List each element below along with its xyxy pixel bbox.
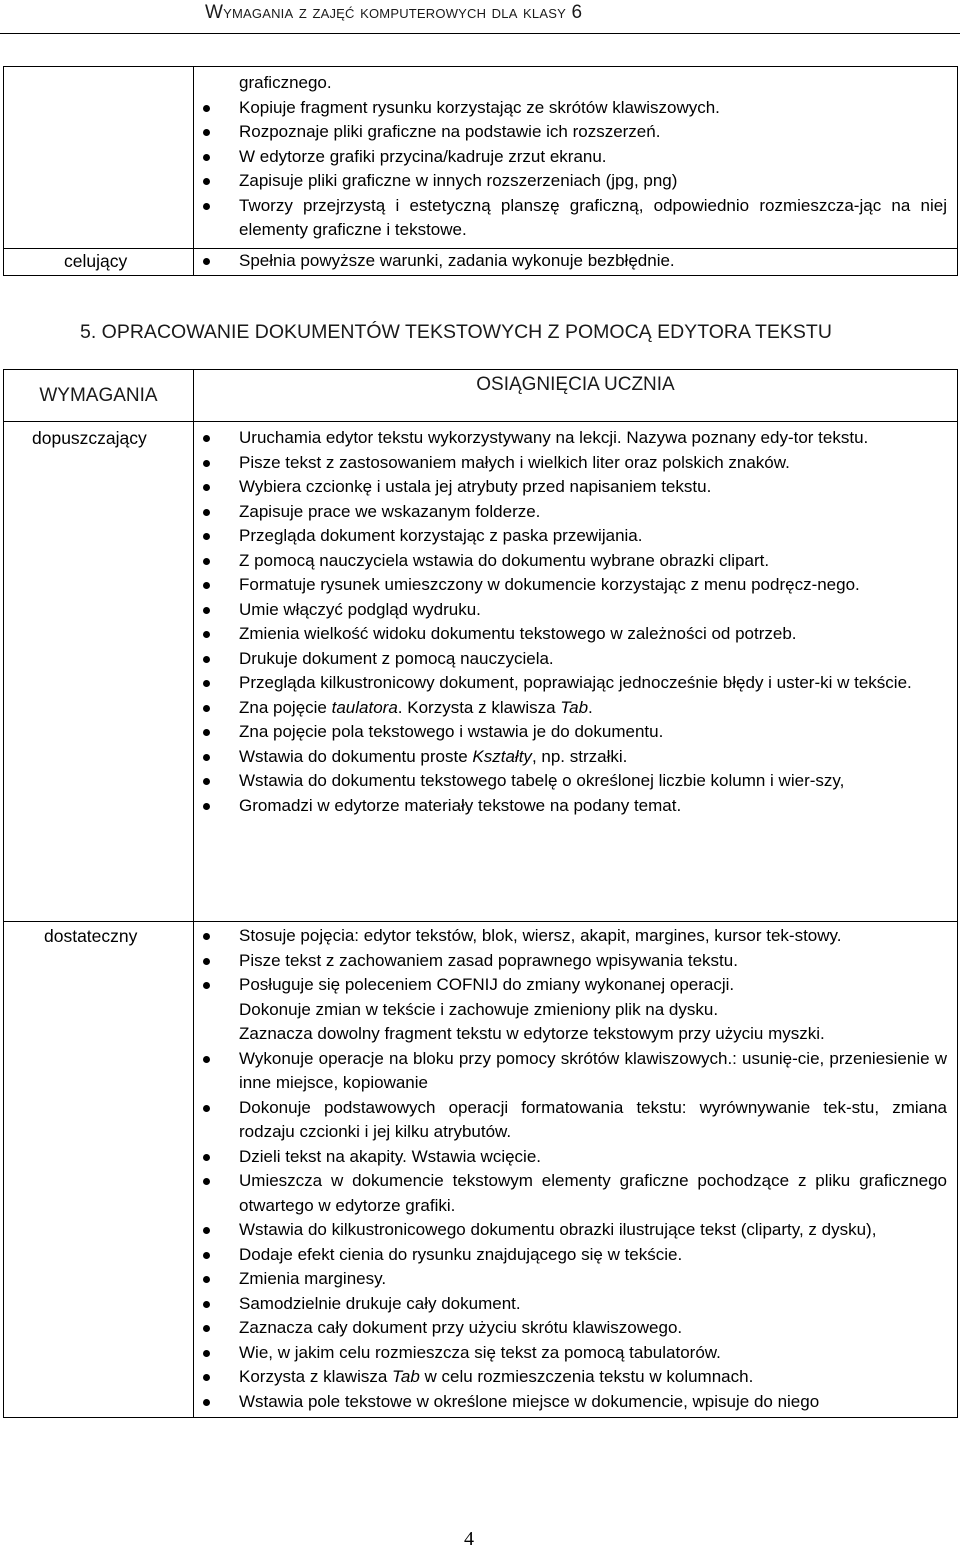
list-item-text: Umieszcza w dokumencie tekstowym elementy graficzne pochodzące z pliku graficznego otwartego w edytorze grafiki. (239, 1171, 947, 1215)
list-item-text: Samodzielnie drukuje cały dokument. (239, 1293, 521, 1313)
list-item (194, 1022, 957, 1047)
list-item (194, 249, 957, 274)
list-item (194, 794, 957, 819)
list-item (194, 924, 957, 949)
list-item-text: Wstawia do dokumentu tekstowego tabelę o określonej liczbie kolumn i wier-szy, (239, 771, 845, 790)
list-item (194, 671, 957, 696)
list-item-text: Posługuje się poleceniem COFNIJ do zmiany wykonanej operacji. (239, 975, 735, 994)
list-item (194, 71, 957, 96)
list-item (194, 973, 957, 998)
list-item-text: Przegląda kilkustronicowy dokument, poprawiając jednocześnie błędy i uster-ki w tekście. (239, 673, 912, 692)
list-item-text: Dokonuje podstawowych operacji formatowania tekstu: wyrównywanie tek-stu, zmiana rodzaju czcionki i jej kilku atrybutów. (239, 1097, 947, 1141)
list-item-text: Z pomocą nauczyciela wstawia do dokumentu wybrane obrazki clipart. (239, 550, 770, 570)
list-item (194, 500, 957, 525)
list-item-text: Zmienia marginesy. (239, 1269, 387, 1288)
list-item-text: Zapisuje prace we wskazanym folderze. (239, 501, 541, 521)
list-item: Korzysta z klawisza Tab w celu rozmieszczenia tekstu w kolumnach. (194, 1365, 957, 1390)
list-item-text: Formatuje rysunek umieszczony w dokumencie korzystając z menu podręcz-nego. (239, 575, 860, 594)
list-item-text: Zapisuje pliki graficzne w innych rozszerzeniach (jpg, png) (239, 171, 678, 190)
achievements-cell (194, 249, 958, 276)
list-item-text: Wykonuje operacje na bloku przy pomocy skrótów klawiszowych.: usunię-cie, przeniesienie w inne miejsce, kopiowanie (239, 1048, 947, 1092)
requirements-table-graphics (3, 66, 958, 276)
table-row (4, 249, 958, 276)
list-item (194, 573, 957, 598)
section-title: 5. OPRACOWANIE DOKUMENTÓW TEKSTOWYCH Z POMOCĄ EDYTORA TEKSTU (80, 321, 832, 343)
list-item (194, 169, 957, 194)
list-item-text: Dokonuje zmian w tekście i zachowuje zmieniony plik na dysku. (239, 999, 719, 1019)
list-item (194, 451, 957, 476)
column-header-label: WYMAGANIA (39, 384, 158, 406)
grade-cell (4, 67, 194, 249)
list-item-text: Wstawia do kilkustronicowego dokumentu obrazki ilustrujące tekst (cliparty, z dysku), (239, 1220, 877, 1239)
list-item-text: Wybiera czcionkę i ustala jej atrybuty przed napisaniem tekstu. (239, 477, 712, 496)
list-item (194, 524, 957, 549)
list-item-text: Zmienia wielkość widoku dokumentu tekstowego w zależności od potrzeb. (239, 624, 797, 643)
grade-label: dostateczny (44, 926, 138, 946)
list-item (194, 1169, 957, 1218)
list-item (194, 769, 957, 794)
grade-label: celujący (64, 251, 128, 271)
page-header-title: Wymagania z zajęć komputerowych dla klasy 6 (205, 2, 583, 23)
emphasis: Kształty (472, 746, 532, 766)
list-item (194, 1145, 957, 1170)
list-item (194, 998, 957, 1023)
list-item (194, 647, 957, 672)
list-item (194, 145, 957, 170)
list-item-text: Zaznacza cały dokument przy użyciu skrótu klawiszowego. (239, 1318, 683, 1337)
list-item (194, 1316, 957, 1341)
emphasis: Tab (392, 1367, 420, 1386)
achievements-cell (194, 67, 958, 249)
grade-cell (4, 422, 194, 922)
list-item (194, 949, 957, 974)
list-item-text: Dodaje efekt cienia do rysunku znajdującego się w tekście. (239, 1244, 683, 1264)
achievements-list (194, 67, 957, 243)
grade-cell (4, 922, 194, 1418)
list-item-text: Rozpoznaje pliki graficzne na podstawie ich rozszerzeń. (239, 122, 661, 141)
list-item (194, 1292, 957, 1317)
list-item-text: Pisze tekst z zastosowaniem małych i wielkich liter oraz polskich znaków. (239, 452, 790, 472)
list-item-text: Kopiuje fragment rysunku korzystając ze skrótów klawiszowych. (239, 97, 720, 117)
column-header-achievements (194, 370, 958, 422)
list-item-text: Pisze tekst z zachowaniem zasad poprawnego wpisywania tekstu. (239, 950, 738, 970)
table-header-row (4, 370, 958, 422)
achievements-cell (194, 422, 958, 922)
table-row (4, 922, 958, 1418)
table-row (4, 67, 958, 249)
page-number: 4 (464, 1528, 474, 1550)
list-item: Wstawia do dokumentu proste Kształty, np. strzałki. (194, 745, 957, 770)
list-item (194, 598, 957, 623)
list-item-text: Drukuje dokument z pomocą nauczyciela. (239, 648, 554, 668)
list-item (194, 1341, 957, 1366)
achievements-cell (194, 922, 958, 1418)
grade-cell (4, 249, 194, 276)
header-divider (0, 33, 960, 34)
list-item (194, 1267, 957, 1292)
list-item (194, 1390, 957, 1415)
table-row (4, 422, 958, 922)
grade-label: dopuszczający (32, 428, 147, 448)
list-item-text: Stosuje pojęcia: edytor tekstów, blok, wiersz, akapit, margines, kursor tek-stowy. (239, 926, 842, 945)
list-item-text: Przegląda dokument korzystając z paska przewijania. (239, 526, 643, 545)
list-item-text: W edytorze grafiki przycina/kadruje zrzut ekranu. (239, 146, 607, 166)
list-item (194, 120, 957, 145)
list-item-text: Umie włączyć podgląd wydruku. (239, 599, 481, 619)
list-item-text: Gromadzi w edytorze materiały tekstowe na podany temat. (239, 795, 682, 815)
list-item-text: Spełnia powyższe warunki, zadania wykonuje bezbłędnie. (239, 251, 675, 270)
requirements-table-text-editor (3, 369, 958, 1418)
list-item-text: Zaznacza dowolny fragment tekstu w edytorze tekstowym przy użyciu myszki. (239, 1024, 825, 1043)
emphasis: taulatora (331, 697, 398, 717)
list-item-text: Wie, w jakim celu rozmieszcza się tekst za pomocą tabulatorów. (239, 1342, 721, 1362)
list-item (194, 1096, 957, 1145)
list-item (194, 475, 957, 500)
emphasis: Tab (560, 697, 589, 717)
list-item-text: Wstawia pole tekstowe w określone miejsce w dokumencie, wpisuje do niego (239, 1391, 820, 1411)
list-item (194, 426, 957, 451)
column-header-requirements (4, 370, 194, 422)
list-item: Zna pojęcie taulatora. Korzysta z klawisza Tab. (194, 696, 957, 721)
list-item-text: graficznego. (239, 73, 332, 92)
list-item (194, 720, 957, 745)
list-item (194, 194, 957, 243)
list-item (194, 1047, 957, 1096)
column-header-label: OSIĄGNIĘCIA UCZNIA (476, 374, 675, 395)
list-item (194, 622, 957, 647)
achievements-list (194, 922, 957, 1417)
list-item-text: Zna pojęcie pola tekstowego i wstawia je do dokumentu. (239, 722, 664, 741)
list-item (194, 1243, 957, 1268)
list-item (194, 1218, 957, 1243)
list-item (194, 549, 957, 574)
achievements-list (194, 422, 957, 818)
list-item-text: Uruchamia edytor tekstu wykorzystywany na lekcji. Nazywa poznany edy-tor tekstu. (239, 428, 869, 447)
list-item-text: Tworzy przejrzystą i estetyczną planszę graficzną, odpowiednio rozmieszcza-jąc na niej elementy graficzne i tekstowe. (239, 195, 947, 239)
achievements-list (194, 249, 957, 274)
list-item-text: Dzieli tekst na akapity. Wstawia wcięcie. (239, 1146, 542, 1166)
list-item (194, 96, 957, 121)
